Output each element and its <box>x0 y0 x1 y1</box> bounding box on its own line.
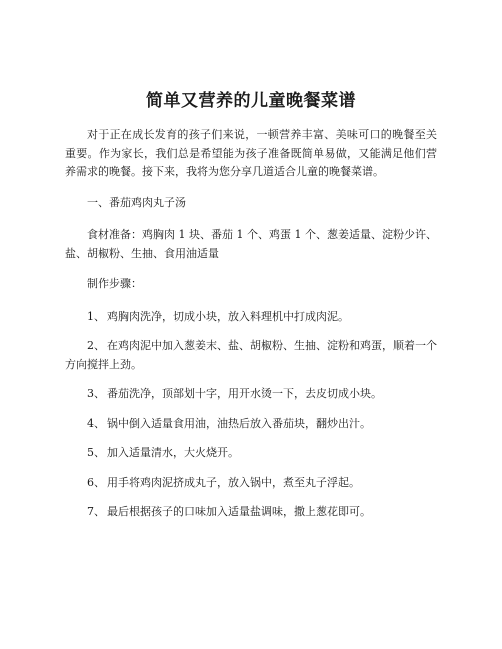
document-body <box>65 126 437 533</box>
step-text: 加入适量清水，大火烧开。 <box>107 446 239 459</box>
step-item <box>65 415 437 434</box>
step-item <box>65 474 437 493</box>
step-number: 7、 <box>87 505 105 518</box>
step-item <box>65 444 437 463</box>
step-item <box>65 385 437 404</box>
section-heading: 一、番茄鸡肉丸子汤 <box>87 195 186 209</box>
step-number: 1、 <box>87 309 105 323</box>
step-item <box>65 308 437 327</box>
step-number: 3、 <box>87 387 105 400</box>
intro-paragraph: 对于正在成长发育的孩子们来说，一顿营养丰富、美味可口的晚餐至关重要。作为家长，我们总是希望能为孩子准备既简单易做，又能满足他们营养需求的晚餐。接下来，我将为您分享几道适合儿童的晚餐菜谱。 <box>65 128 437 178</box>
step-number: 4、 <box>87 416 105 430</box>
step-item <box>65 503 437 522</box>
step-text: 锅中倒入适量食用油，油热后放入番茄块，翻炒出汁。 <box>107 416 371 430</box>
step-number: 2、 <box>87 339 105 352</box>
step-text: 最后根据孩子的口味加入适量盐调味，撒上葱花即可。 <box>107 505 371 518</box>
ingredients-paragraph: 食材准备：鸡胸肉 1 块、番茄 1 个、鸡蛋 1 个、葱姜适量、淀粉少许、盐、胡椒粉、生抽、食用油适量 <box>65 228 437 260</box>
step-text: 番茄洗净，顶部划十字，用开水烫一下，去皮切成小块。 <box>107 387 382 400</box>
step-number: 5、 <box>87 446 105 459</box>
step-item <box>65 337 437 374</box>
step-number: 6、 <box>87 475 105 489</box>
steps-heading: 制作步骤： <box>87 277 142 290</box>
step-text: 鸡胸肉洗净，切成小块，放入料理机中打成肉泥。 <box>107 309 349 323</box>
page-title: 简单又营养的儿童晚餐菜谱 <box>146 91 356 111</box>
step-text: 用手将鸡肉泥挤成丸子，放入锅中，煮至丸子浮起。 <box>107 475 360 489</box>
step-text: 在鸡肉泥中加入葱姜末、盐、胡椒粉、生抽、淀粉和鸡蛋，顺着一个方向搅拌上劲。 <box>65 339 437 371</box>
